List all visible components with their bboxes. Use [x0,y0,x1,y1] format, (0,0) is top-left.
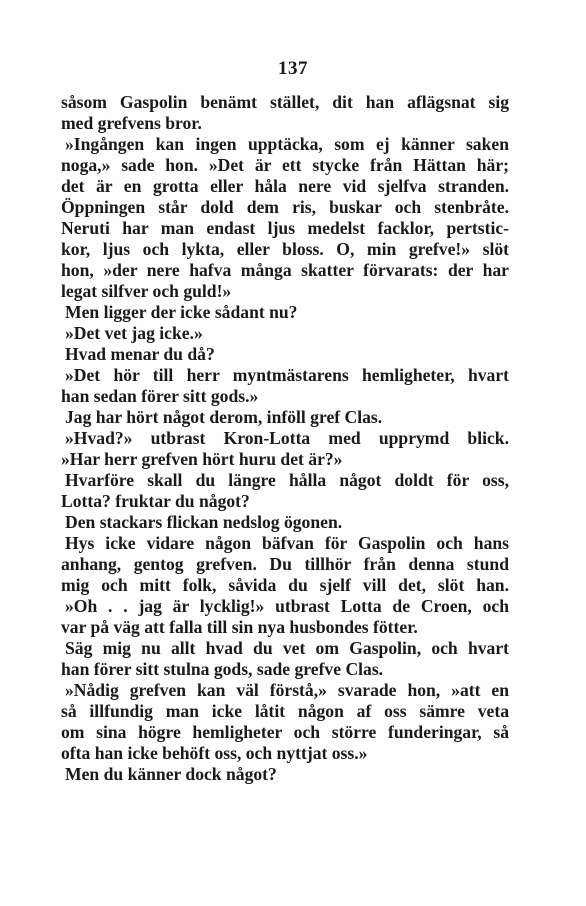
text-line: Lotta? fruktar du något? [61,491,250,511]
text-line: Neruti har man endast ljus medelst facklor, pertstic- [61,218,509,238]
text-line: noga,» sade hon. »Det är ett stycke från Hättan här; [61,155,509,175]
text-line: »Det hör till herr myntmästarens hemligheter, hvart [65,365,509,385]
text-line: det är en grotta eller håla nere vid sjelfva stranden. [61,176,509,196]
body-text [61,92,509,785]
text-line: hon, »der nere hafva många skatter förvarats: der har [61,260,509,280]
text-line: »Nådig grefven kan väl förstå,» svarade hon, »att en [65,680,509,700]
text-line: Öppningen står dold dem ris, buskar och stenbråte. [61,197,509,217]
text-line: Hvad menar du då? [65,344,215,364]
text-line: med grefvens bror. [61,113,202,133]
text-line: ofta han icke behöft oss, och nyttjat oss.» [61,743,368,763]
text-line: Hvarföre skall du längre hålla något doldt för oss, [65,470,509,490]
text-line: »Det vet jag icke.» [65,323,203,343]
text-line: Jag har hört något derom, inföll gref Clas. [65,407,383,427]
text-line: »Hvad?» utbrast Kron-Lotta med upprymd blick. [65,428,509,448]
text-line: han sedan förer sitt gods.» [61,386,259,406]
text-line: så illfundig man icke låtit någon af oss sämre veta [61,701,509,721]
text-line: Säg mig nu allt hvad du vet om Gaspolin, och hvart [65,638,509,658]
text-line: anhang, gentog grefven. Du tillhör från denna stund [61,554,509,574]
text-line: »Ingången kan ingen upptäcka, som ej känner saken [65,134,509,154]
text-line: Men du känner dock något? [65,764,277,784]
text-line: om sina högre hemligheter och större funderingar, så [61,722,509,742]
text-line: mig och mitt folk, såvida du sjelf vill det, slöt han. [61,575,509,595]
text-line: »Oh . . jag är lycklig!» utbrast Lotta de Croen, och [65,596,509,616]
text-line: legat silfver och guld!» [61,281,232,301]
text-line: Men ligger der icke sådant nu? [65,302,298,322]
text-line: han förer sitt stulna gods, sade grefve Clas. [61,659,384,679]
text-line: var på väg att falla till sin nya husbondes fötter. [61,617,418,637]
text-line: »Har herr grefven hört huru det är?» [61,449,343,469]
text-line: Hys icke vidare någon bäfvan för Gaspolin och hans [65,533,509,553]
text-line: kor, ljus och lykta, eller bloss. O, min grefve!» slöt [61,239,509,259]
text-line: Den stackars flickan nedslog ögonen. [65,512,343,532]
text-line: såsom Gaspolin benämt stället, dit han aflägsnat sig [61,92,509,112]
page-number: 137 [278,58,308,79]
